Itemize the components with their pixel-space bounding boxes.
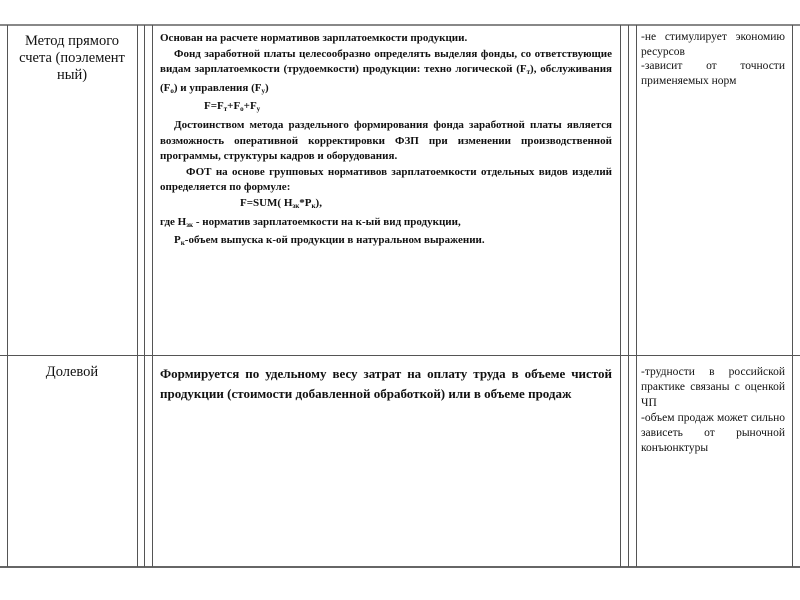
method-name-direct: Метод прямого счета (поэлемент ный) [19, 33, 125, 83]
formula-definition: $P_к$-объем выпуска к-ой продукции в натуральном выражении. [174, 234, 485, 248]
formula-total: $F=F_т+F_о+F_у$ [204, 100, 261, 114]
col-line [620, 25, 621, 567]
col-line [628, 25, 629, 567]
disadvantage-item: -не стимулирует экономию ресурсов [641, 31, 785, 58]
table-top-border [0, 24, 800, 26]
col-line [144, 25, 145, 567]
disadvantage-item: -трудности в российской практике связаны с оценкой ЧП [641, 366, 785, 409]
col-line [7, 25, 8, 567]
disadvantage-item: -объем продаж может сильно зависеть от рыночной конъюнктуры [641, 411, 785, 455]
col-line [792, 25, 793, 567]
formula-definition: где $H_{зк}$ - норматив зарплатоемкости на к-ый вид продукции, [160, 215, 461, 229]
disadvantage-item: -зависит от точности применяемых норм [641, 60, 785, 87]
description-paragraph: Основан на расчете нормативов зарплатоемкости продукции. [160, 32, 468, 44]
row-divider [0, 355, 800, 356]
description-paragraph: ФОТ на основе групповых нормативов зарплатоемкости отдельных видов изделий определяется по формуле: [160, 165, 612, 194]
method-name-share: Долевой [45, 364, 99, 380]
formula-sum: F=SUM( $H_{зк}*P_к$), [240, 196, 322, 210]
method-disadvantages-share [641, 365, 785, 457]
description-paragraph: Достоинством метода раздельного формирования фонда заработной платы является возможность оперативной корректировки ФЗП при изменении производственной программы, структуры кадров и оборудования. [160, 118, 612, 163]
method-description-share: Формируется по удельному весу затрат на оплату труда в объеме чистой продукции (стоимости добавленной обработкой) или в объеме продаж [160, 366, 612, 401]
col-line [152, 25, 153, 567]
col-line [636, 25, 637, 567]
method-disadvantages-direct [641, 30, 785, 88]
table-bottom-border [0, 566, 800, 568]
method-description-direct [160, 31, 612, 252]
description-paragraph: Фонд заработной платы целесообразно определять выделяя фонды, со ответствующие видам зарплатоемкости (трудоемкости) продукции: техно логической $(F_т)$, обслуживания $(F_о)$ и управления $(F_у)$ [160, 47, 612, 95]
col-line [137, 25, 138, 567]
